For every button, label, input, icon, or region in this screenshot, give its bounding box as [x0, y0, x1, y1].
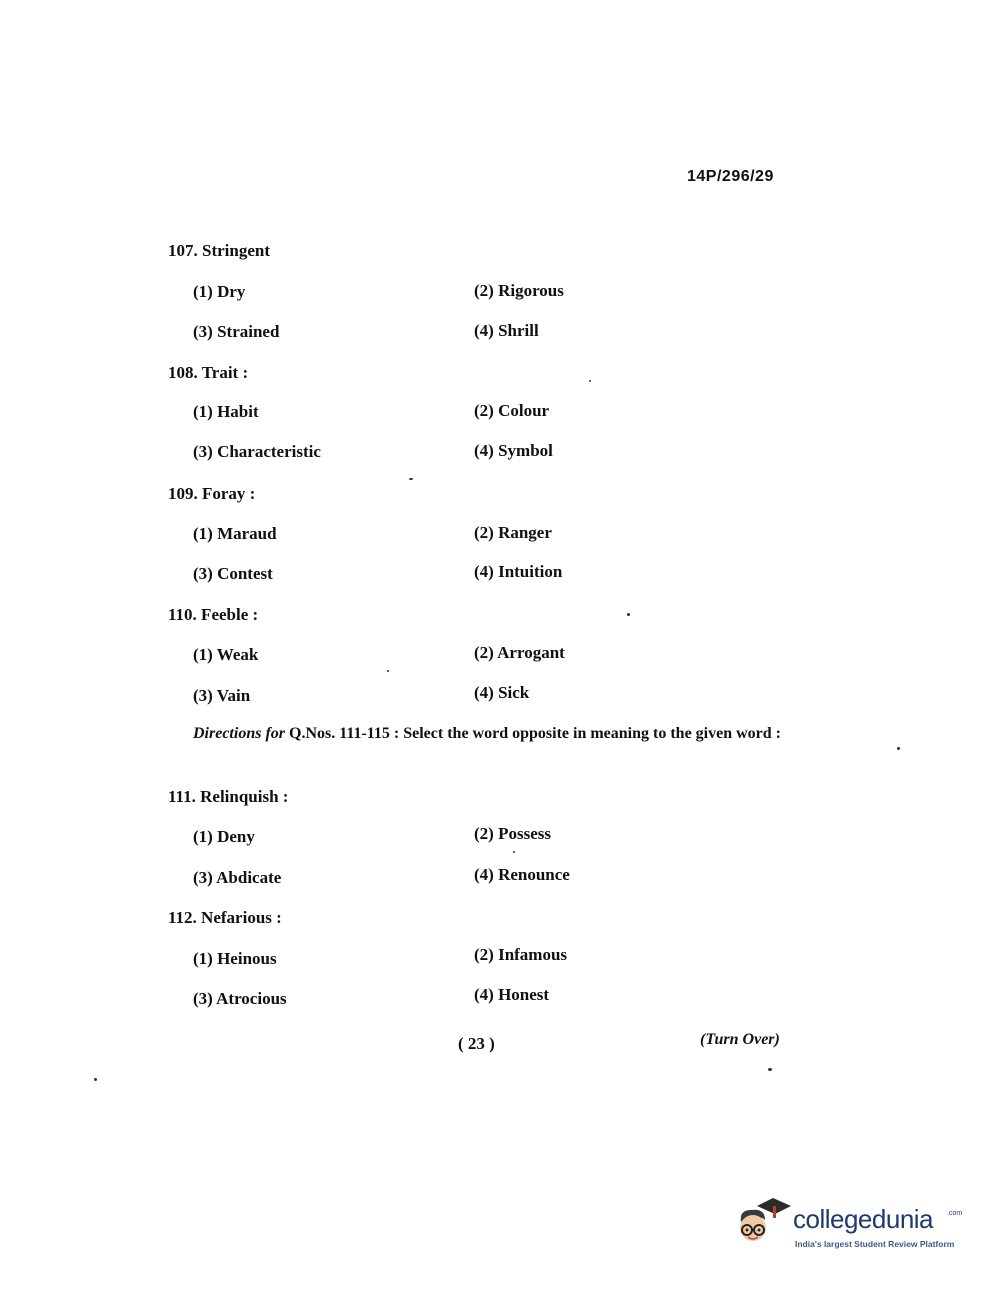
option-111-1: (1) Deny: [193, 827, 255, 846]
option-107-1: (1) Dry: [193, 282, 246, 301]
scan-speck: [409, 478, 413, 480]
turn-over-note: (Turn Over): [700, 1031, 780, 1048]
option-110-4: (4) Sick: [474, 683, 530, 702]
option-112-3: (3) Atrocious: [193, 989, 287, 1008]
question-107: 107. Stringent: [168, 241, 270, 260]
page-number: ( 23 ): [458, 1034, 495, 1053]
option-109-4: (4) Intuition: [474, 562, 563, 581]
option-107-2: (2) Rigorous: [474, 281, 564, 300]
option-108-2: (2) Colour: [474, 401, 550, 420]
option-111-4: (4) Renounce: [474, 865, 570, 884]
scan-speck: [768, 1068, 772, 1071]
logo-wordmark: collegedunia: [793, 1204, 934, 1234]
option-108-1: (1) Habit: [193, 402, 259, 421]
option-107-3: (3) Strained: [193, 322, 280, 341]
scan-speck: [589, 380, 591, 382]
directions-111-115: [193, 723, 793, 744]
option-109-2: (2) Ranger: [474, 523, 552, 542]
question-111: 111. Relinquish :: [168, 787, 289, 806]
mascot-icon: [735, 1196, 795, 1256]
scan-speck: [627, 613, 630, 616]
option-108-3: (3) Characteristic: [193, 442, 321, 461]
collegedunia-logo: [735, 1196, 965, 1256]
question-112: 112. Nefarious :: [168, 908, 282, 927]
question-108: 108. Trait :: [168, 363, 249, 382]
directions-lead: Directions for: [193, 725, 285, 742]
directions-text: Q.Nos. 111-115 : Select the word opposite in meaning to the given word :: [285, 725, 781, 742]
scan-speck: [513, 851, 515, 853]
option-110-3: (3) Vain: [193, 686, 251, 705]
option-111-3: (3) Abdicate: [193, 868, 282, 887]
option-112-4: (4) Honest: [474, 985, 550, 1004]
scan-speck: [387, 670, 389, 672]
option-108-4: (4) Symbol: [474, 441, 553, 460]
option-110-2: (2) Arrogant: [474, 643, 565, 662]
question-109: 109. Foray :: [168, 484, 256, 503]
option-112-1: (1) Heinous: [193, 949, 277, 968]
scan-speck: [897, 747, 900, 750]
question-110: 110. Feeble :: [168, 605, 259, 624]
option-112-2: (2) Infamous: [474, 945, 568, 964]
option-109-1: (1) Maraud: [193, 524, 277, 543]
option-109-3: (3) Contest: [193, 564, 273, 583]
logo-suffix: .com: [947, 1210, 963, 1217]
paper-code: 14P/296/29: [687, 168, 774, 185]
option-111-2: (2) Possess: [474, 824, 551, 843]
logo-tagline: India's largest Student Review Platform: [795, 1239, 955, 1249]
option-107-4: (4) Shrill: [474, 321, 539, 340]
scan-speck: [94, 1078, 97, 1081]
option-110-1: (1) Weak: [193, 645, 259, 664]
